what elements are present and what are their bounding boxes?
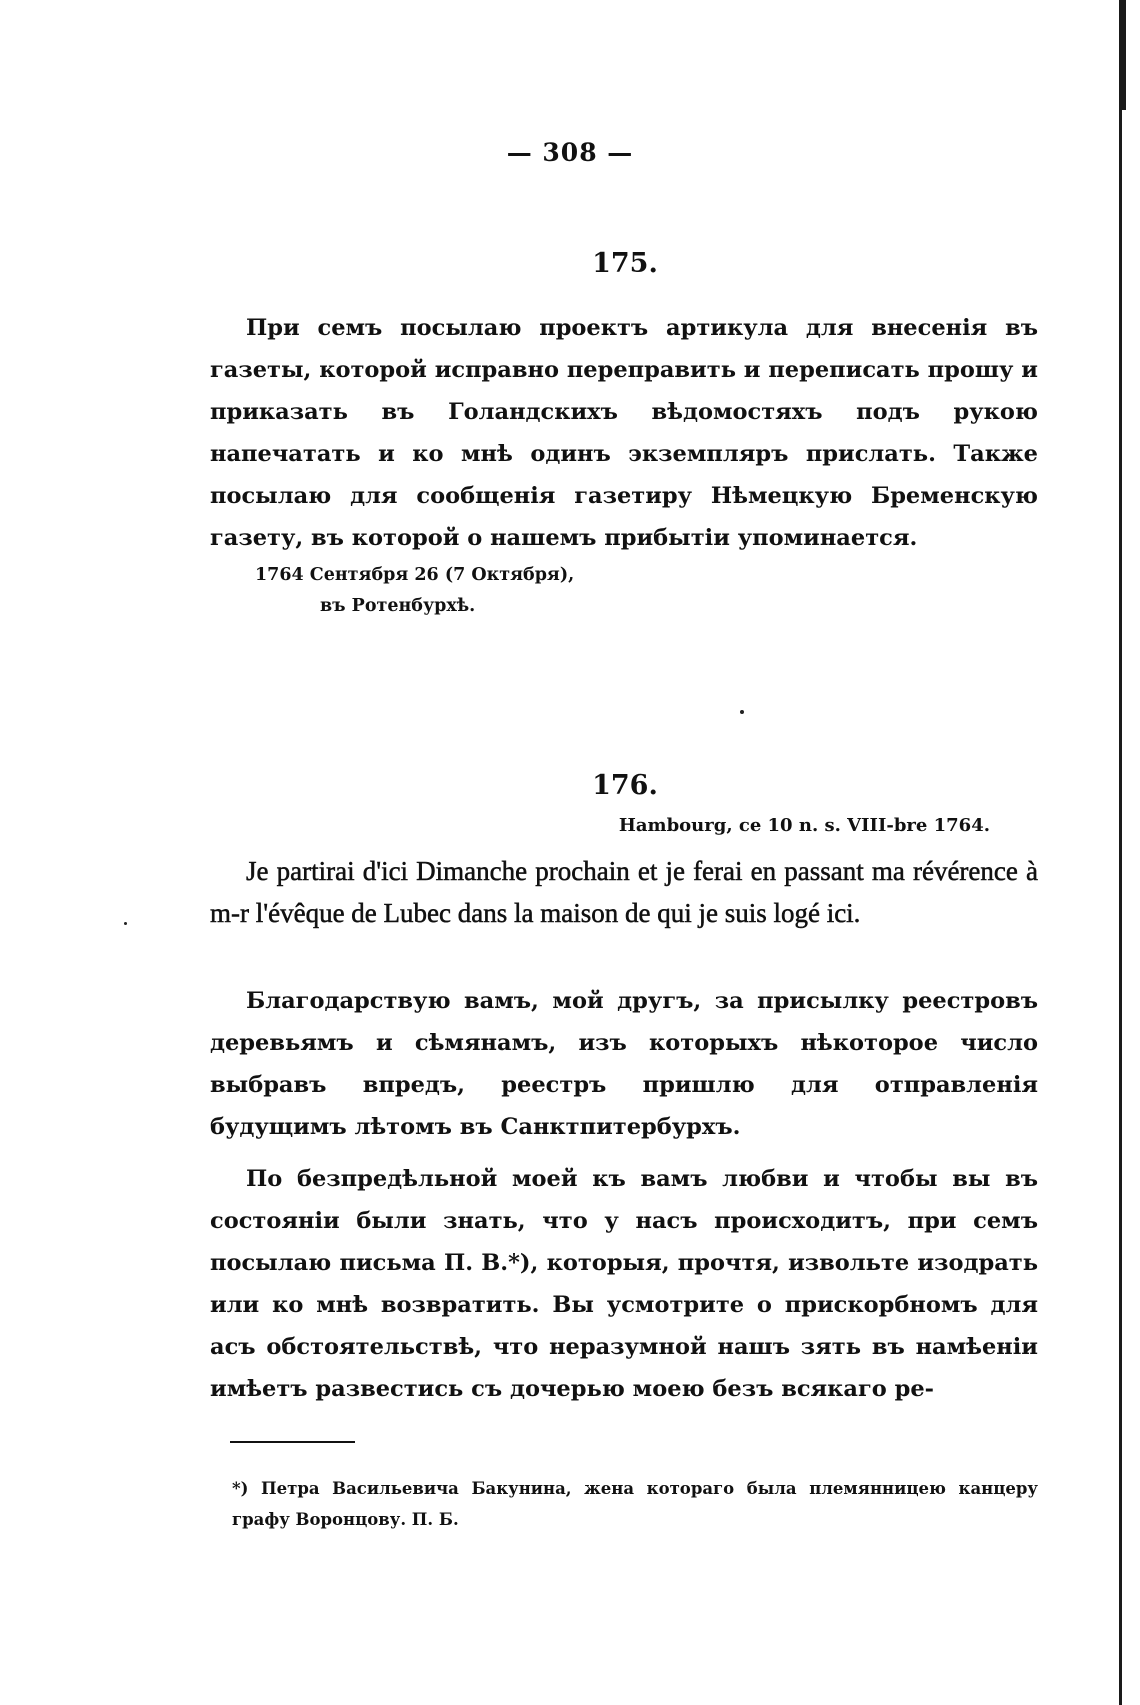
letter-175-number: 175. — [592, 248, 658, 279]
letter-175-place: въ Ротенбурхѣ. — [320, 596, 476, 616]
letter-176-french-text: Je partirai d'ici Dimanche prochain et je ferai en passant ma révérence à m-r l'évêque de Lubec dans la maison de qui je suis logé ici. — [210, 856, 1038, 928]
letter-175-text: При семъ посылаю проектъ артикула для внесенія въ газеты, которой исправно переправить и переписать прошу и приказать въ Голандскихъ вѣдомостяхъ подъ рукою напечатать и ко мнѣ одинъ экземпляръ прислать. Также посылаю для сообщенія газетиру Нѣмецкую Бременскую газету, въ которой о нашемъ прибытіи упоминается. — [210, 315, 1038, 551]
letter-175-date: 1764 Сентября 26 (7 Октября), — [255, 565, 575, 585]
footnote: *) Петра Васильевича Бакунина, жена котораго была племянницею канцеру графу Воронцову. П. Б. — [232, 1479, 1038, 1529]
page-edge-mark — [1119, 0, 1126, 110]
letter-176-number: 176. — [592, 770, 658, 801]
print-speck — [740, 710, 744, 714]
footnote-rule — [230, 1441, 355, 1443]
letter-176-paragraph-3: По безпредѣльной моей къ вамъ любви и чтобы вы въ состояніи были знать, что у насъ происходитъ, при семъ посылаю письма П. В.*), которыя, прочтя, извольте изодрать или ко мнѣ возвратить. Вы усмотрите о прискорбномъ для асъ обстоятельствѣ, что неразумной нашъ зять въ намѣеніи имѣетъ развестись съ дочерью моею безъ всякаго ре- — [210, 1166, 1038, 1402]
letter-176-paragraph-2: Благодарствую вамъ, мой другъ, за присылку реестровъ деревьямъ и сѣмянамъ, изъ которыхъ нѣкоторое число выбравъ впредъ, реестръ пришлю для отправленія будущимъ лѣтомъ въ Санктпитербурхъ. — [210, 988, 1038, 1140]
page-number-header: — 308 — — [506, 138, 634, 167]
letter-176-place-date: Hambourg, ce 10 n. s. VIII-bre 1764. — [618, 815, 990, 836]
print-speck — [124, 922, 127, 925]
